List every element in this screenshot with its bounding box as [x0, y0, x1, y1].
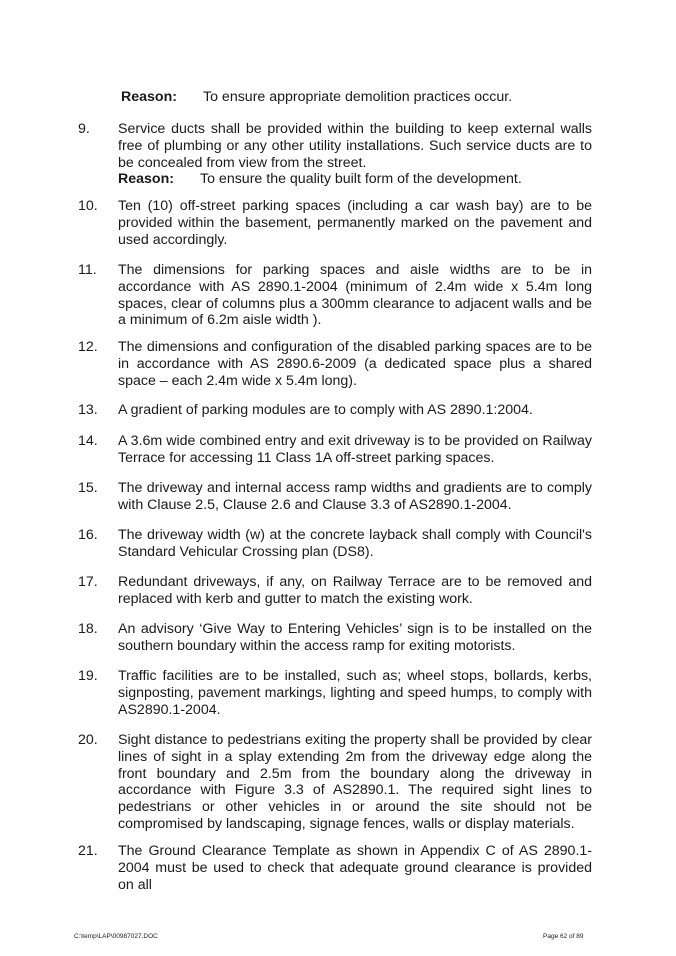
condition-item-15 — [78, 480, 592, 514]
item-number: 16. — [78, 527, 98, 543]
reason-line — [121, 89, 512, 106]
condition-item-13 — [78, 402, 592, 419]
item-text: The dimensions and configuration of the disabled parking spaces are to be in accordance with AS 2890.6-2009 (a dedicated space plus a shared space – each 2.4m wide x 5.4m long). — [118, 339, 592, 389]
condition-item-10 — [78, 198, 592, 248]
footer-file-path: C:\temp\LAP\00987027.DOC — [74, 933, 158, 940]
item-number: 19. — [78, 668, 98, 684]
item-text: A gradient of parking modules are to comply with AS 2890.1:2004. — [118, 402, 533, 418]
condition-item-17 — [78, 574, 592, 608]
item-text: An advisory ‘Give Way to Entering Vehicles’ sign is to be installed on the southern boundary within the access ramp for exiting motorists. — [118, 621, 592, 654]
condition-item-11 — [78, 262, 592, 329]
item-number: 10. — [78, 198, 98, 214]
item-number: 13. — [78, 402, 98, 418]
reason-label: Reason: — [118, 171, 174, 188]
item-number: 9. — [78, 121, 90, 137]
item-text: The dimensions for parking spaces and aisle widths are to be in accordance with AS 2890.1-2004 (minimum of 2.4m wide x 5.4m long spaces, clear of columns plus a 300mm clearance to adjacent walls and be a minimum of 6.2m aisle width ). — [118, 262, 592, 329]
condition-item-14 — [78, 433, 592, 467]
item-text: Traffic facilities are to be installed, such as; wheel stops, bollards, kerbs, signposting, pavement markings, lighting and speed humps, to comply with AS2890.1-2004. — [118, 668, 592, 718]
item-text: Ten (10) off-street parking spaces (including a car wash bay) are to be provided within the basement, permanently marked on the pavement and used accordingly. — [118, 198, 592, 248]
item-text: The driveway and internal access ramp widths and gradients are to comply with Clause 2.5, Clause 2.6 and Clause 3.3 of AS2890.1-2004. — [118, 480, 592, 513]
reason-text: To ensure appropriate demolition practices occur. — [203, 89, 513, 105]
item-text: The Ground Clearance Template as shown in Appendix C of AS 2890.1-2004 must be used to check that adequate ground clearance is provided on all — [118, 843, 592, 893]
item-text: Sight distance to pedestrians exiting the property shall be provided by clear lines of sight in a splay extending 2m from the driveway edge along the front boundary and 2.5m from the boundary along the driveway in accordance with Figure 3.3 of AS2890.1. The required sight lines to pedestrians or other vehicles in or around the site should not be compromised by landscaping, signage fences, walls or display materials. — [118, 732, 592, 832]
condition-item-20 — [78, 732, 592, 833]
condition-item-18 — [78, 621, 592, 655]
item-text: Redundant driveways, if any, on Railway Terrace are to be removed and replaced with kerb and gutter to match the existing work. — [118, 574, 592, 607]
reason-line — [118, 171, 592, 188]
item-number: 14. — [78, 433, 98, 449]
item-number: 11. — [78, 262, 97, 278]
item-text: The driveway width (w) at the concrete layback shall comply with Council's Standard Vehicular Crossing plan (DS8). — [118, 527, 592, 560]
condition-item-19 — [78, 668, 592, 718]
item-number: 17. — [78, 574, 98, 590]
condition-item-16 — [78, 527, 592, 561]
item-text: Service ducts shall be provided within the building to keep external walls free of plumbing or any other utility installations. Such service ducts are to be concealed from view from the street. — [118, 121, 592, 171]
reason-text: To ensure the quality built form of the development. — [200, 171, 522, 188]
footer-page-number: Page 62 of 89 — [543, 933, 584, 940]
item-number: 15. — [78, 480, 98, 496]
item-number: 21. — [78, 843, 98, 859]
condition-item-21 — [78, 843, 592, 893]
item-number: 20. — [78, 732, 98, 748]
item-number: 12. — [78, 339, 98, 355]
reason-label: Reason: — [121, 89, 177, 105]
item-text: A 3.6m wide combined entry and exit driveway is to be provided on Railway Terrace for accessing 11 Class 1A off-street parking spaces. — [118, 433, 592, 466]
condition-item-9 — [78, 121, 592, 188]
item-number: 18. — [78, 621, 98, 637]
condition-item-12 — [78, 339, 592, 389]
